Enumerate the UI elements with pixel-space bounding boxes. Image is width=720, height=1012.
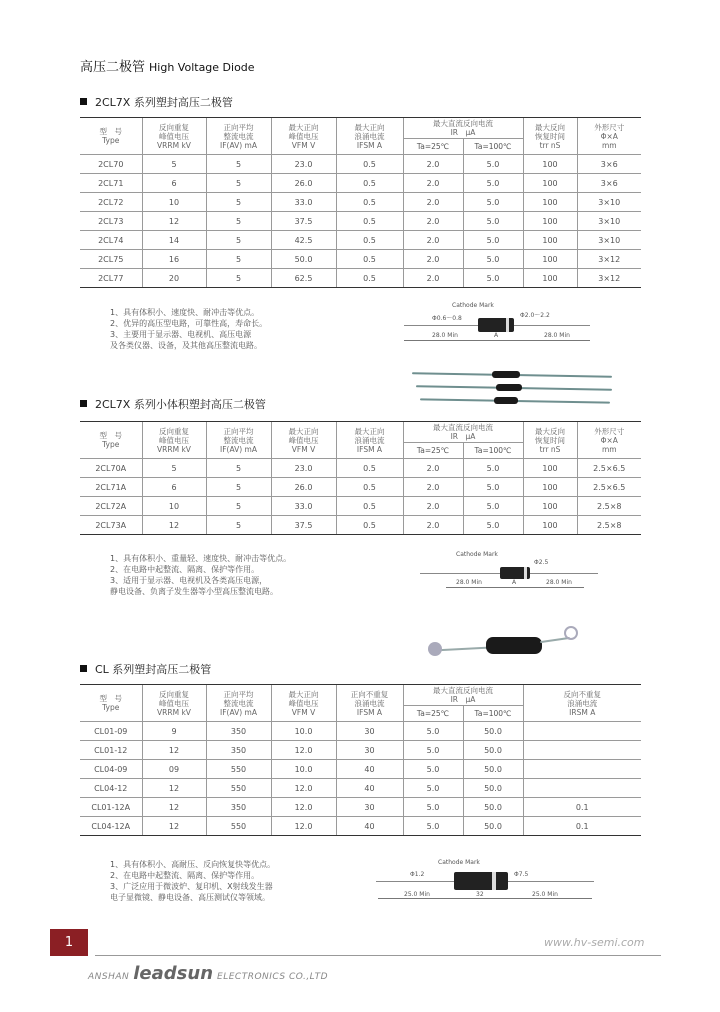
note-line: 3、广泛应用于微波炉、复印机、X射线发生器	[110, 882, 273, 891]
table-cell: 50.0	[463, 798, 523, 817]
table-row	[80, 741, 641, 760]
dimension-line	[478, 340, 514, 341]
table-cell: 42.5	[271, 231, 336, 250]
table-cell: 5.0	[463, 155, 523, 174]
header-io: 正向平均 整流电流 IF(AV) mA	[206, 685, 271, 722]
table-row	[80, 250, 641, 269]
header-ir: 最大直流反向电流 IR μA	[403, 118, 523, 139]
footer-url: www.hv-semi.com	[544, 936, 645, 949]
table-cell: 2CL75	[80, 250, 142, 269]
table-cell: 5	[206, 155, 271, 174]
table-cell: 0.5	[336, 174, 403, 193]
table-cell: 5.0	[463, 459, 523, 478]
length-label: 28.0 Min	[432, 332, 458, 339]
table-row	[80, 155, 641, 174]
dimension-line	[508, 898, 592, 899]
table-cell: 550	[206, 817, 271, 836]
table-cell: 2.0	[403, 497, 463, 516]
table-cell: 2.0	[403, 478, 463, 497]
table-cell: CL04-09	[80, 760, 142, 779]
table-row	[80, 817, 641, 836]
table-cell: 50.0	[463, 741, 523, 760]
table-cell: 37.5	[271, 212, 336, 231]
bullet-square-icon	[80, 400, 87, 407]
table-cell: 12	[142, 798, 206, 817]
table-cell: 5.0	[463, 269, 523, 288]
header-type: 型 号 Type	[80, 118, 142, 155]
section2-title: 2CL7X 系列小体积塑封高压二极管	[80, 396, 266, 412]
table-row	[80, 231, 641, 250]
company-prefix: ANSHAN	[88, 972, 130, 982]
table-cell: 2.0	[403, 459, 463, 478]
photo-body	[496, 384, 522, 391]
note-line: 3、适用于显示器、电视机及各类高压电源，	[110, 576, 268, 585]
table-row	[80, 722, 641, 741]
header-vf: 最大正向 峰值电压 VFM V	[271, 685, 336, 722]
table-cell: 5	[206, 478, 271, 497]
note-line: 1、具有体积小、速度快、耐冲击等优点。	[110, 308, 260, 317]
table-cell: 100	[523, 497, 577, 516]
table-cell: 5	[206, 516, 271, 535]
brand-logo: leadsun	[133, 963, 214, 984]
table-cell: 12.0	[271, 817, 336, 836]
table-cell: 5.0	[403, 760, 463, 779]
cathode-band	[492, 872, 496, 890]
body-diameter-label: Φ7.5	[514, 871, 529, 878]
table-cell: 2CL77	[80, 269, 142, 288]
table-row	[80, 516, 641, 535]
table-cell: 50.0	[271, 250, 336, 269]
table-cell: 12	[142, 817, 206, 836]
length-label: 28.0 Min	[546, 579, 572, 586]
table-row	[80, 779, 641, 798]
table-cell: 5.0	[463, 250, 523, 269]
table-row	[80, 760, 641, 779]
table-cell: 0.5	[336, 497, 403, 516]
table-cell: 50.0	[463, 760, 523, 779]
table-cell: 12	[142, 516, 206, 535]
table-cell: 2.5×6.5	[577, 478, 641, 497]
dimension-line	[514, 340, 590, 341]
header-vf: 最大正向 峰值电压 VFM V	[271, 118, 336, 155]
note-line: 3、主要用于显示器、电视机、高压电源	[110, 330, 252, 339]
table-cell: 50.0	[463, 817, 523, 836]
table-cell: 100	[523, 269, 577, 288]
table-cell: 3×10	[577, 193, 641, 212]
table-cell: 350	[206, 798, 271, 817]
dimension-line	[404, 340, 478, 341]
header-type: 型 号 Type	[80, 422, 142, 459]
table-cell: 100	[523, 174, 577, 193]
table-cell: 2CL74	[80, 231, 142, 250]
table-cell: 10	[142, 193, 206, 212]
table-cell: 0.5	[336, 516, 403, 535]
table-cell: 100	[523, 231, 577, 250]
table-cell: 2CL73A	[80, 516, 142, 535]
table-cell: 26.0	[271, 174, 336, 193]
table-cell: 3×10	[577, 231, 641, 250]
section1-title: 2CL7X 系列塑封高压二极管	[80, 94, 233, 110]
body-length-label: 32	[476, 891, 484, 898]
header-ir: 最大直流反向电流 IR μA	[403, 685, 523, 706]
photo-body	[492, 371, 520, 378]
photo-body	[486, 637, 542, 654]
table-cell: 12.0	[271, 798, 336, 817]
header-ir-25: Ta=25℃	[403, 138, 463, 154]
page-title	[80, 56, 255, 75]
table-cell: 100	[523, 193, 577, 212]
table-cell: 0.5	[336, 231, 403, 250]
header-ir: 最大直流反向电流 IR μA	[403, 422, 523, 443]
table-cell: 23.0	[271, 459, 336, 478]
table-cell: 5.0	[463, 516, 523, 535]
table-cell: 2.0	[403, 155, 463, 174]
table-cell: 3×12	[577, 269, 641, 288]
header-vrrm: 反向重复 峰值电压 VRRM kV	[142, 118, 206, 155]
table-cell: 0.5	[336, 269, 403, 288]
table-cell: CL04-12A	[80, 817, 142, 836]
table-cell	[523, 741, 641, 760]
table-cell: 2.0	[403, 516, 463, 535]
photo-body	[494, 397, 518, 404]
table-cell: 2.5×6.5	[577, 459, 641, 478]
photo-ring-terminal	[564, 626, 578, 640]
header-vf: 最大正向 峰值电压 VFM V	[271, 422, 336, 459]
dimension-line	[378, 898, 454, 899]
table-cell: 3×6	[577, 174, 641, 193]
table-cell: 23.0	[271, 155, 336, 174]
table-cell: 5.0	[463, 212, 523, 231]
note-line: 2、在电路中起整流、隔离、保护等作用。	[110, 565, 260, 574]
lead-diameter-label: Φ0.6～0.8	[432, 315, 462, 322]
table-cell: 550	[206, 779, 271, 798]
table-row	[80, 193, 641, 212]
table-cell: 40	[336, 760, 403, 779]
table-cell: 5.0	[463, 497, 523, 516]
table-cell: 100	[523, 478, 577, 497]
table-cell: 10.0	[271, 722, 336, 741]
table-cell: 5.0	[403, 817, 463, 836]
table-row	[80, 212, 641, 231]
table-cell: 5	[206, 459, 271, 478]
section3-notes	[110, 859, 275, 903]
table-cell: 2.0	[403, 174, 463, 193]
header-trr: 最大反向 恢复时间 trr nS	[523, 118, 577, 155]
table-cell: 5	[142, 459, 206, 478]
table-cell: 12	[142, 212, 206, 231]
header-extra: 反向不重复 浪涌电流 IRSM A	[523, 685, 641, 722]
table-row	[80, 459, 641, 478]
note-line: 1、具有体积小、高耐压、反向恢复快等优点。	[110, 860, 276, 869]
table-cell: 0.5	[336, 212, 403, 231]
table-cell: 30	[336, 741, 403, 760]
table-cell: 2CL70A	[80, 459, 142, 478]
header-dim: 外形尺寸 Φ×A mm	[577, 118, 641, 155]
table-cell	[523, 722, 641, 741]
table-cell: 0.1	[523, 798, 641, 817]
header-ifsm: 最大正向 浪涌电流 IFSM A	[336, 422, 403, 459]
table-cell: 10.0	[271, 760, 336, 779]
dimension-line	[530, 587, 584, 588]
note-line: 电子显微镜、静电设备、高压测试仪等领域。	[110, 893, 270, 902]
table-cell: 350	[206, 722, 271, 741]
table-cell: 33.0	[271, 193, 336, 212]
table-cell: 2CL70	[80, 155, 142, 174]
table-cell: 09	[142, 760, 206, 779]
table-cell: 0.5	[336, 459, 403, 478]
section1-notes	[110, 307, 267, 351]
header-ir-25: Ta=25℃	[403, 705, 463, 721]
table-cell: 2CL71A	[80, 478, 142, 497]
header-ir-100: Ta=100℃	[463, 138, 523, 154]
table-cell: 6	[142, 478, 206, 497]
photo-terminal	[428, 642, 442, 656]
table-cell: 0.5	[336, 193, 403, 212]
table-cell: 5	[206, 497, 271, 516]
table-cell: 50.0	[463, 779, 523, 798]
header-ifsm: 最大正向 浪涌电流 IFSM A	[336, 118, 403, 155]
note-line: 2、优异的高压型电路，可靠性高，寿命长。	[110, 319, 268, 328]
header-io: 正向平均 整流电流 IF(AV) mA	[206, 118, 271, 155]
table-cell: 100	[523, 516, 577, 535]
table-cell: 26.0	[271, 478, 336, 497]
table-cell: 0.5	[336, 478, 403, 497]
table-cell: 550	[206, 760, 271, 779]
table-row	[80, 798, 641, 817]
table-cell: 5	[206, 193, 271, 212]
table-cell: 37.5	[271, 516, 336, 535]
table-cell: CL01-12A	[80, 798, 142, 817]
header-vrrm: 反向重复 峰值电压 VRRM kV	[142, 422, 206, 459]
table-cell: CL01-09	[80, 722, 142, 741]
header-trr: 最大反向 恢复时间 trr nS	[523, 422, 577, 459]
cathode-band	[506, 318, 509, 332]
table-cell: 0.5	[336, 250, 403, 269]
cathode-band	[524, 567, 527, 579]
length-label: 28.0 Min	[456, 579, 482, 586]
section3-title: CL 系列塑封高压二极管	[80, 661, 211, 677]
cathode-mark-label: Cathode Mark	[438, 859, 480, 866]
dimension-line	[454, 898, 508, 899]
table-cell: 5	[206, 269, 271, 288]
body-length-label: A	[494, 332, 499, 339]
lead-diameter-label: Φ1.2	[410, 871, 425, 878]
table-cell: 5.0	[463, 231, 523, 250]
header-ir-100: Ta=100℃	[463, 442, 523, 458]
table-cell: 2.5×8	[577, 516, 641, 535]
header-vrrm: 反向重复 峰值电压 VRRM kV	[142, 685, 206, 722]
footer-company	[88, 963, 328, 984]
length-label: 25.0 Min	[532, 891, 558, 898]
table-cell: 100	[523, 250, 577, 269]
table-cell: 6	[142, 174, 206, 193]
table-cell: 5.0	[403, 798, 463, 817]
note-line: 及各类仪器、设备，及其他高压整流电路。	[110, 341, 262, 350]
table-cell: 12	[142, 741, 206, 760]
table-cell: 3×6	[577, 155, 641, 174]
bullet-square-icon	[80, 665, 87, 672]
cathode-mark-label: Cathode Mark	[452, 302, 494, 309]
table-cell: 2.0	[403, 193, 463, 212]
table-cell	[523, 760, 641, 779]
table-cell: 12.0	[271, 779, 336, 798]
header-ir-100: Ta=100℃	[463, 705, 523, 721]
table-cell: 5	[142, 155, 206, 174]
note-line: 2、在电路中起整流、隔离、保护等作用。	[110, 871, 260, 880]
table-cell: 100	[523, 212, 577, 231]
page-title-cn: 高压二极管	[80, 60, 146, 75]
table-cell: CL04-12	[80, 779, 142, 798]
table-cell: 10	[142, 497, 206, 516]
table-cell: 40	[336, 817, 403, 836]
table-cell: 12	[142, 779, 206, 798]
table-cell: 5.0	[403, 722, 463, 741]
header-type: 型 号 Type	[80, 685, 142, 722]
table-cell: 2CL72	[80, 193, 142, 212]
table-cell: 12.0	[271, 741, 336, 760]
table-cell: 2CL73	[80, 212, 142, 231]
table-cell: 50.0	[463, 722, 523, 741]
table-cell: 2.0	[403, 212, 463, 231]
table-cell: 100	[523, 155, 577, 174]
length-label: 25.0 Min	[404, 891, 430, 898]
table-cell: 5	[206, 231, 271, 250]
section2-notes	[110, 553, 291, 597]
table-cell: 5.0	[463, 193, 523, 212]
spec-table-cl	[80, 684, 641, 836]
table-cell: 5.0	[463, 478, 523, 497]
table-cell: 3×12	[577, 250, 641, 269]
table-cell: 0.5	[336, 155, 403, 174]
table-cell: 2CL71	[80, 174, 142, 193]
table-cell: 30	[336, 798, 403, 817]
table-row	[80, 478, 641, 497]
table-cell: 30	[336, 722, 403, 741]
table-cell: 62.5	[271, 269, 336, 288]
table-row	[80, 174, 641, 193]
footer-divider	[95, 955, 661, 956]
table-cell: 350	[206, 741, 271, 760]
header-io: 正向平均 整流电流 IF(AV) mA	[206, 422, 271, 459]
body-diameter-label: Φ2.5	[534, 559, 549, 566]
header-ir-25: Ta=25℃	[403, 442, 463, 458]
table-cell: 5.0	[403, 741, 463, 760]
cathode-mark-label: Cathode Mark	[456, 551, 498, 558]
note-line: 静电设备、负离子发生器等小型高压整流电路。	[110, 587, 278, 596]
table-row	[80, 497, 641, 516]
dimension-line	[500, 587, 530, 588]
table-cell: 20	[142, 269, 206, 288]
table-cell: 5.0	[403, 779, 463, 798]
table-cell: CL01-12	[80, 741, 142, 760]
table-cell	[523, 779, 641, 798]
diode-body	[454, 872, 508, 890]
table-cell: 5.0	[463, 174, 523, 193]
table-cell: 5	[206, 212, 271, 231]
table-cell: 5	[206, 250, 271, 269]
spec-table-2cl7x	[80, 117, 641, 288]
length-label: 28.0 Min	[544, 332, 570, 339]
page-number: 1	[50, 929, 88, 956]
table-cell: 14	[142, 231, 206, 250]
note-line: 1、具有体积小、重量轻、速度快、耐冲击等优点。	[110, 554, 292, 563]
dimension-line	[446, 587, 500, 588]
table-cell: 2.0	[403, 250, 463, 269]
table-cell: 2.0	[403, 231, 463, 250]
table-cell: 33.0	[271, 497, 336, 516]
body-length-label: A	[512, 579, 517, 586]
table-cell: 2.0	[403, 269, 463, 288]
body-diameter-label: Φ2.0～2.2	[520, 312, 550, 319]
table-cell: 100	[523, 459, 577, 478]
page-title-en: High Voltage Diode	[149, 61, 255, 74]
table-cell: 5	[206, 174, 271, 193]
table-cell: 16	[142, 250, 206, 269]
table-cell: 3×10	[577, 212, 641, 231]
table-cell: 2CL72A	[80, 497, 142, 516]
spec-table-2cl7xa	[80, 421, 641, 535]
bullet-square-icon	[80, 98, 87, 105]
table-cell: 40	[336, 779, 403, 798]
table-row	[80, 269, 641, 288]
header-ifsm: 正向不重复 浪涌电流 IFSM A	[336, 685, 403, 722]
table-cell: 2.5×8	[577, 497, 641, 516]
table-cell: 9	[142, 722, 206, 741]
company-suffix: ELECTRONICS CO.,LTD	[217, 972, 329, 982]
table-cell: 0.1	[523, 817, 641, 836]
header-dim: 外形尺寸 Φ×A mm	[577, 422, 641, 459]
